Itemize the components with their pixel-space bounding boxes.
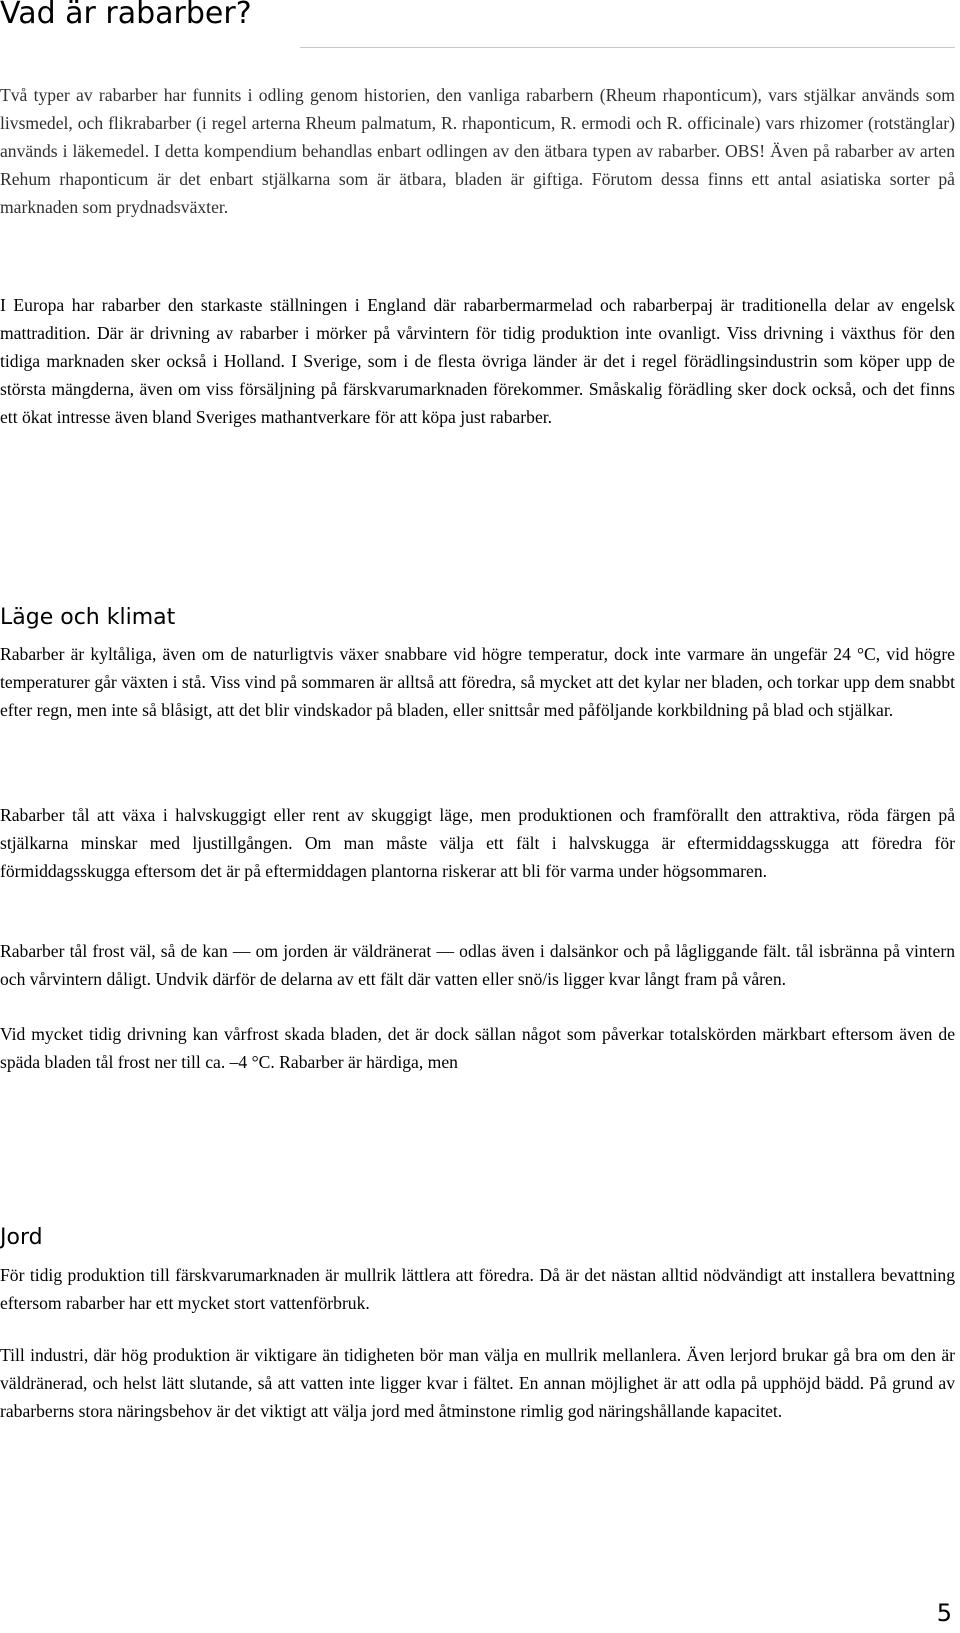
soil-paragraph-2: Till industri, där hög produktion är viktigare än tidigheten bör man välja en mullrik mellanlera. Även lerjord brukar gå bra om den är väldränerad, och helst lätt slutande, så att vatten inte ligger kvar i fältet. En annan möjlighet är att odla på upphöjd bädd. På grund av rabarberns stora näringsbehov är det viktigt att välja jord med åtminstone rimlig god näringshållande kapacitet.	[0, 1345, 955, 1421]
intro-paragraph-2: I Europa har rabarber den starkaste ställningen i England där rabarbermarmelad och rabarberpaj är traditionella delar av engelsk mattradition. Där är drivning av rabarber i mörker på vårvintern för tidig produktion inte ovanligt. Viss drivning i växthus för den tidiga marknaden sker också i Holland. I Sverige, som i de flesta övriga länder är det i regel förädlingsindustrin som köper upp de största mängderna, även om viss försäljning på färskvarumarknaden förekommer. Småskalig förädling sker dock också, och det finns ett ökat intresse även bland Sveriges mathantverkare för att köpa just rabarber.	[0, 295, 955, 427]
climate-paragraph-3: Rabarber tål frost väl, så de kan — om jorden är väldränerat — odlas även i dalsänkor och på lågliggande fält. tål isbränna på vintern och vårvintern dåligt. Undvik därför de delarna av ett fält där vatten eller snö/is ligger kvar långt fram på våren.	[0, 941, 955, 989]
page-number: 5	[936, 1599, 952, 1627]
soil-paragraph-1: För tidig produktion till färskvarumarknaden är mullrik lättlera att föredra. Då är det nästan alltid nödvändigt att installera bevattning eftersom rabarber har ett mycket stort vattenförbruk.	[0, 1265, 955, 1313]
page-title: Vad är rabarber?	[0, 0, 252, 31]
section-heading-climate: Läge och klimat	[0, 605, 176, 630]
climate-paragraph-1: Rabarber är kyltåliga, även om de naturligtvis växer snabbare vid högre temperatur, dock inte varmare än ungefär 24 °C, vid högre temperaturer går växten i stå. Viss vind på sommaren är alltså att föredra, så mycket att det kylar ner bladen, och torkar upp dem snabbt efter regn, men inte så blåsigt, att det blir vindskador på bladen, eller snittsår med påföljande korkbildning på blad och stjälkar.	[0, 644, 955, 720]
title-underline	[300, 47, 955, 48]
climate-paragraph-4: Vid mycket tidig drivning kan vårfrost skada bladen, det är dock sällan något som påverkar totalskörden märkbart eftersom även de späda bladen tål frost ner till ca. –4 °C. Rabarber är härdiga, men	[0, 1024, 955, 1072]
climate-paragraph-2: Rabarber tål att växa i halvskuggigt eller rent av skuggigt läge, men produktionen och framförallt den attraktiva, röda färgen på stjälkarna minskar med ljustillgången. Om man måste välja ett fält i halvskugga är eftermiddagsskugga att föredra för förmiddagsskugga eftersom det är på eftermiddagen plantorna riskerar att bli för varma under högsommaren.	[0, 805, 955, 881]
section-heading-soil: Jord	[0, 1225, 43, 1250]
intro-paragraph-1: Två typer av rabarber har funnits i odling genom historien, den vanliga rabarbern (Rheum rhaponticum), vars stjälkar används som livsmedel, och flikrabarber (i regel arterna Rheum palmatum, R. rhaponticum, R. ermodi och R. officinale) vars rhizomer (rotstänglar) används i läkemedel. I detta kompendium behandlas enbart odlingen av den ätbara typen av rabarber. OBS! Även på rabarber av arten Rehum rhaponticum är det enbart stjälkarna som är ätbara, bladen är giftiga. Förutom dessa finns ett antal asiatiska sorter på marknaden som prydnadsväxter.	[0, 85, 955, 217]
